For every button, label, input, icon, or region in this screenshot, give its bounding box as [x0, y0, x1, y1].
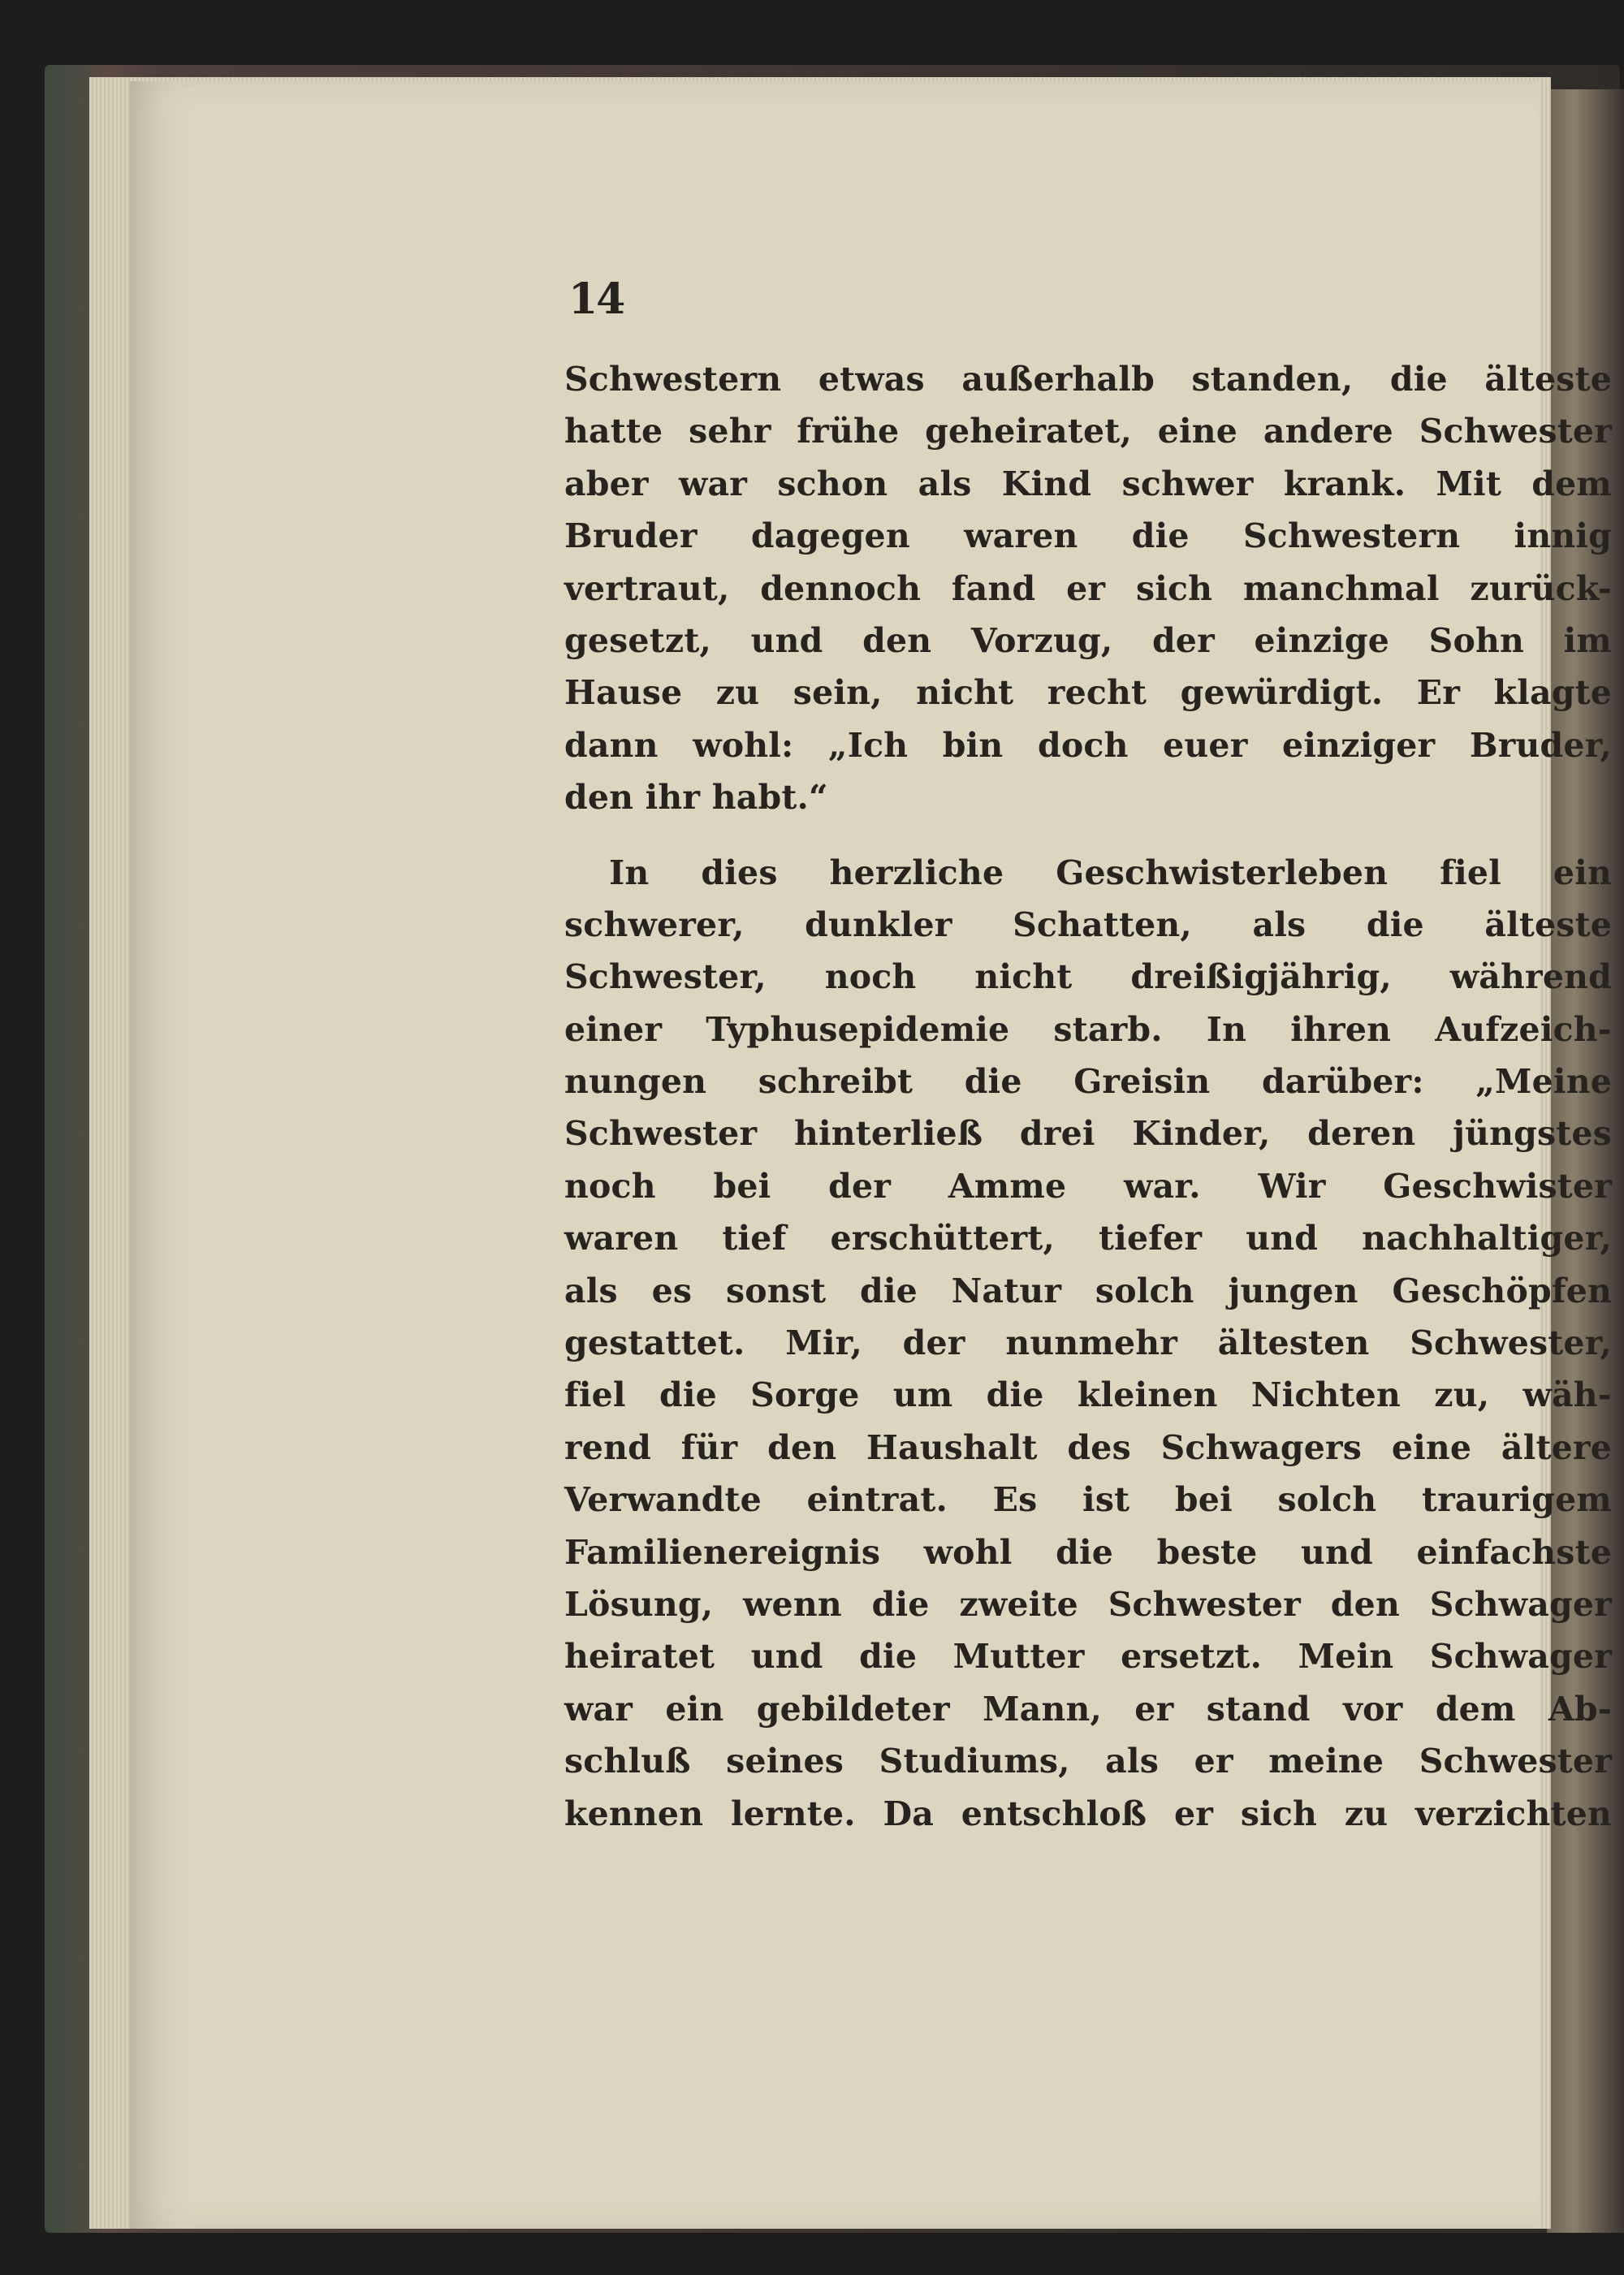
book-page — [130, 81, 1612, 2229]
text-line: Familienereignis wohl die beste und einfachste — [564, 1532, 1612, 1572]
text-line: einer Typhusepidemie starb. In ihren Aufzeich- — [564, 1009, 1612, 1049]
text-line: als es sonst die Natur solch jungen Geschöpfen — [564, 1271, 1612, 1310]
text-line: Lösung, wenn die zweite Schwester den Schwager — [564, 1584, 1612, 1624]
text-line: gesetzt, und den Vorzug, der einzige Sohn im — [564, 620, 1612, 660]
text-line: In dies herzliche Geschwisterleben fiel ein — [609, 853, 1612, 892]
text-line: schwerer, dunkler Schatten, als die älteste — [564, 904, 1612, 944]
text-line: kennen lernte. Da entschloß er sich zu verzichten — [564, 1794, 1612, 1833]
page-number: 14 — [568, 274, 624, 324]
text-line: Schwester hinterließ drei Kinder, deren jüngstes — [564, 1114, 1612, 1154]
text-line: den ihr habt.“ — [564, 778, 828, 818]
text-line: schluß seines Studiums, als er meine Schwester — [564, 1742, 1612, 1781]
paragraph-gap — [564, 824, 1612, 847]
text-line: dann wohl: „Ich bin doch euer einziger Bruder, — [564, 725, 1612, 765]
text-line: war ein gebildeter Mann, er stand vor dem Ab- — [564, 1689, 1612, 1729]
text-line: Schwester, noch nicht dreißigjährig, während — [564, 957, 1612, 997]
text-line: noch bei der Amme war. Wir Geschwister — [564, 1166, 1612, 1206]
page-body — [564, 353, 1612, 1840]
text-line: waren tief erschüttert, tiefer und nachhaltiger, — [564, 1219, 1612, 1258]
text-line: nungen schreibt die Greisin darüber: „Meine — [564, 1062, 1612, 1102]
text-line: Bruder dagegen waren die Schwestern innig — [564, 516, 1612, 556]
text-line: heiratet und die Mutter ersetzt. Mein Schwager — [564, 1637, 1612, 1677]
text-line: gestattet. Mir, der nunmehr ältesten Schwester, — [564, 1323, 1612, 1363]
text-line: fiel die Sorge um die kleinen Nichten zu, wäh- — [564, 1375, 1612, 1415]
text-line: Verwandte eintrat. Es ist bei solch traurigem — [564, 1480, 1612, 1520]
text-line: vertraut, dennoch fand er sich manchmal zurück- — [564, 568, 1612, 608]
text-line: rend für den Haushalt des Schwagers eine ältere — [564, 1427, 1612, 1467]
text-line: Hause zu sein, nicht recht gewürdigt. Er klagte — [564, 673, 1612, 713]
text-line: aber war schon als Kind schwer krank. Mit dem — [564, 464, 1612, 503]
text-line: hatte sehr frühe geheiratet, eine andere Schwester — [564, 412, 1612, 451]
text-line: Schwestern etwas außerhalb standen, die älteste — [564, 360, 1612, 399]
